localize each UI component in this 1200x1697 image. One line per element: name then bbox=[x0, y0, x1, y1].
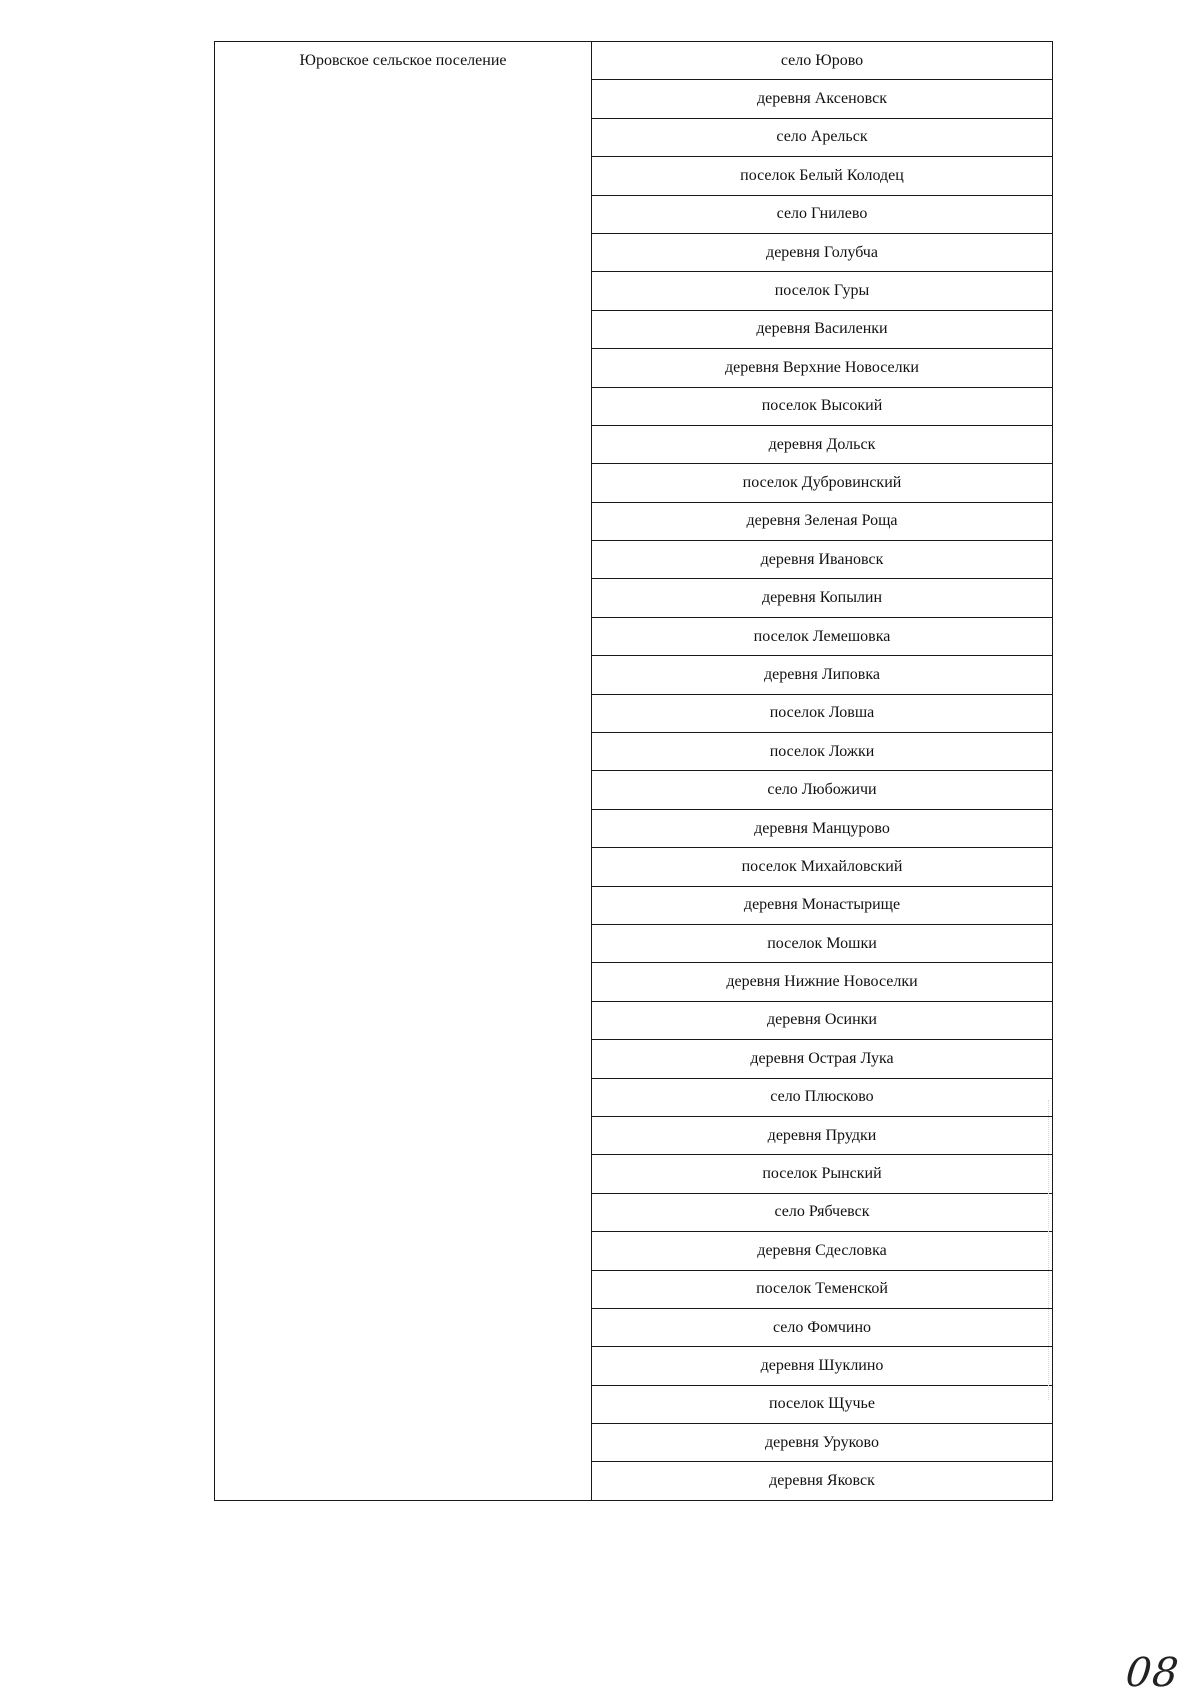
locality-cell: деревня Монастырище bbox=[592, 886, 1053, 924]
locality-cell: поселок Щучье bbox=[592, 1385, 1053, 1423]
locality-cell: деревня Аксеновск bbox=[592, 80, 1053, 118]
locality-cell: деревня Острая Лука bbox=[592, 1040, 1053, 1078]
locality-cell: деревня Копылин bbox=[592, 579, 1053, 617]
locality-cell: село Гнилево bbox=[592, 195, 1053, 233]
locality-cell: село Фомчино bbox=[592, 1308, 1053, 1346]
locality-cell: деревня Липовка bbox=[592, 656, 1053, 694]
settlements-table-body bbox=[215, 42, 1053, 1501]
locality-cell: поселок Мошки bbox=[592, 924, 1053, 962]
locality-cell: деревня Манцурово bbox=[592, 809, 1053, 847]
locality-cell: деревня Василенки bbox=[592, 310, 1053, 348]
locality-cell: поселок Ловша bbox=[592, 694, 1053, 732]
locality-cell: село Любожичи bbox=[592, 771, 1053, 809]
locality-cell: деревня Прудки bbox=[592, 1116, 1053, 1154]
locality-cell: поселок Гуры bbox=[592, 272, 1053, 310]
locality-cell: деревня Ивановск bbox=[592, 541, 1053, 579]
locality-cell: деревня Верхние Новоселки bbox=[592, 349, 1053, 387]
locality-cell: село Юрово bbox=[592, 42, 1053, 80]
locality-cell: деревня Яковск bbox=[592, 1462, 1053, 1500]
locality-cell: деревня Голубча bbox=[592, 233, 1053, 271]
locality-cell: деревня Осинки bbox=[592, 1001, 1053, 1039]
locality-cell: поселок Белый Колодец bbox=[592, 157, 1053, 195]
locality-cell: поселок Михайловский bbox=[592, 848, 1053, 886]
locality-cell: деревня Уруково bbox=[592, 1424, 1053, 1462]
locality-cell: поселок Дубровинский bbox=[592, 464, 1053, 502]
locality-cell: деревня Нижние Новоселки bbox=[592, 963, 1053, 1001]
table-row bbox=[215, 42, 1053, 80]
locality-cell: деревня Дольск bbox=[592, 425, 1053, 463]
scan-artifact bbox=[1048, 1100, 1050, 1400]
locality-cell: село Рябчевск bbox=[592, 1193, 1053, 1231]
locality-cell: село Плюсково bbox=[592, 1078, 1053, 1116]
locality-cell: поселок Высокий bbox=[592, 387, 1053, 425]
locality-cell: село Арельск bbox=[592, 118, 1053, 156]
municipality-name: Юровское сельское поселение bbox=[299, 52, 507, 69]
locality-cell: поселок Ложки bbox=[592, 733, 1053, 771]
locality-cell: поселок Лемешовка bbox=[592, 617, 1053, 655]
locality-cell: поселок Теменской bbox=[592, 1270, 1053, 1308]
locality-cell: деревня Шуклино bbox=[592, 1347, 1053, 1385]
settlements-table bbox=[214, 41, 1053, 1501]
locality-cell: поселок Рынский bbox=[592, 1155, 1053, 1193]
municipality-cell bbox=[215, 42, 592, 1501]
locality-cell: деревня Сдесловка bbox=[592, 1232, 1053, 1270]
handwritten-page-number: 08 bbox=[1123, 1650, 1182, 1696]
locality-cell: деревня Зеленая Роща bbox=[592, 502, 1053, 540]
